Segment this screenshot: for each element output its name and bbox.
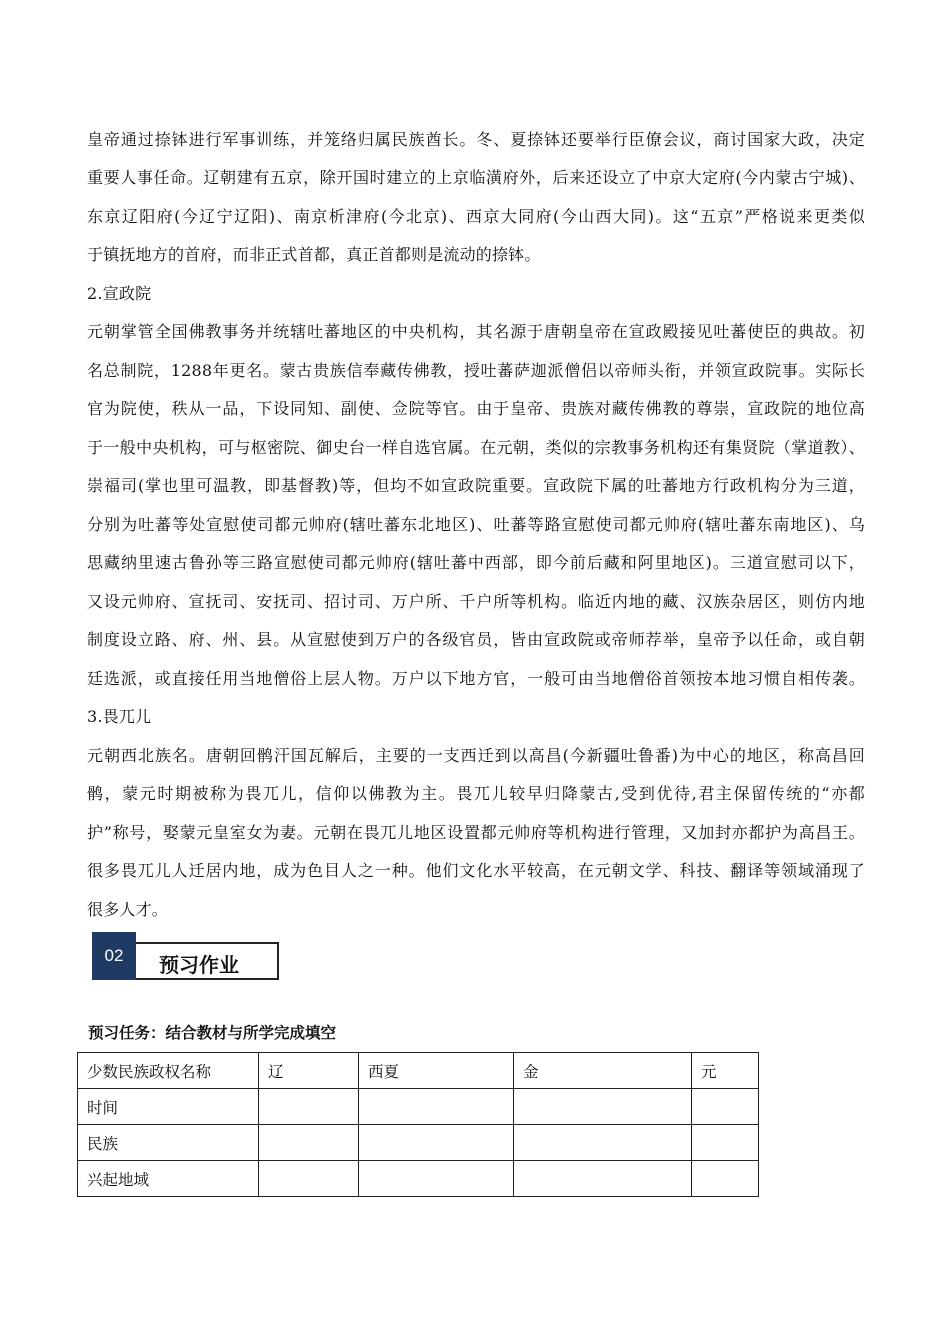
blank-cell[interactable] (359, 1161, 514, 1197)
blank-cell[interactable] (259, 1161, 359, 1197)
blank-cell[interactable] (692, 1089, 759, 1125)
paragraph-line: 护”称号，娶蒙元皇室女为妻。元朝在畏兀儿地区设置都元帅府等机构进行管理，又加封亦都护为高昌王。 (87, 823, 865, 842)
section-heading: 2.宣政院 (87, 284, 152, 303)
blank-cell[interactable] (259, 1125, 359, 1161)
row-label-cell: 时间 (78, 1089, 259, 1125)
blank-cell[interactable] (514, 1089, 692, 1125)
paragraph-line: 制度设立路、府、州、县。从宣慰使到万户的各级官员，皆由宣政院或帝师荐举，皇帝予以任命，或自朝 (87, 630, 865, 649)
blank-cell[interactable] (514, 1125, 692, 1161)
paragraph-line: 崇福司(掌也里可温教，即基督教)等，但均不如宣政院重要。宣政院下属的吐蕃地方行政机构分为三道， (87, 476, 865, 495)
paragraph-line: 重要人事任命。辽朝建有五京，除开国时建立的上京临潢府外，后来还设立了中京大定府(今内蒙古宁城)、 (87, 168, 865, 187)
blank-cell[interactable] (359, 1125, 514, 1161)
paragraph-line: 于镇抚地方的首府，而非正式首都，真正首都则是流动的捺钵。 (87, 245, 541, 264)
row-label-cell: 民族 (78, 1125, 259, 1161)
paragraph-line: 元朝西北族名。唐朝回鹘汗国瓦解后，主要的一支西迁到以高昌(今新疆吐鲁番)为中心的地区，称高昌回 (87, 746, 865, 765)
paragraph-line: 又设元帅府、宣抚司、安抚司、招讨司、万户所、千户所等机构。临近内地的藏、汉族杂居区，则仿内地 (87, 592, 865, 611)
fill-in-table (77, 1052, 759, 1197)
section-badge (92, 932, 282, 984)
paragraph-line: 很多畏兀儿人迁居内地，成为色目人之一种。他们文化水平较高，在元朝文学、科技、翻译等领域涌现了 (87, 861, 865, 880)
blank-cell[interactable] (692, 1161, 759, 1197)
table-header-cell: 辽 (259, 1053, 359, 1089)
paragraph-line: 名总制院，1288年更名。蒙古贵族信奉藏传佛教，授吐蕃萨迦派僧侣以帝师头衔，并领宣政院事。实际长 (87, 361, 865, 380)
blank-cell[interactable] (359, 1089, 514, 1125)
table-header-cell: 西夏 (359, 1053, 514, 1089)
table-row (78, 1125, 759, 1161)
paragraph-line: 东京辽阳府(今辽宁辽阳)、南京析津府(今北京)、西京大同府(今山西大同)。这“五京”严格说来更类似 (87, 207, 865, 226)
table-header-cell: 元 (692, 1053, 759, 1089)
section-heading: 3.畏兀儿 (87, 707, 152, 726)
table-header-row (78, 1053, 759, 1089)
section-number: 02 (92, 932, 136, 980)
paragraph-line: 廷选派，或直接任用当地僧俗上层人物。万户以下地方官，一般可由当地僧俗首领按本地习惯自相传袭。 (87, 669, 865, 688)
table-row (78, 1089, 759, 1125)
blank-cell[interactable] (259, 1089, 359, 1125)
paragraph-line: 分别为吐蕃等处宣慰使司都元帅府(辖吐蕃东北地区)、吐蕃等路宣慰使司都元帅府(辖吐蕃东南地区)、乌 (87, 515, 865, 534)
table-row (78, 1161, 759, 1197)
paragraph-line: 官为院使，秩从一品，下设同知、副使、佥院等官。由于皇帝、贵族对藏传佛教的尊崇，宣政院的地位高 (87, 399, 865, 418)
table-header-cell: 金 (514, 1053, 692, 1089)
row-label-cell: 兴起地域 (78, 1161, 259, 1197)
section-title: 预习作业 (159, 953, 239, 977)
paragraph-line: 皇帝通过捺钵进行军事训练，并笼络归属民族酋长。冬、夏捺钵还要举行臣僚会议，商讨国家大政，决定 (87, 130, 865, 149)
paragraph-line: 元朝掌管全国佛教事务并统辖吐蕃地区的中央机构，其名源于唐朝皇帝在宣政殿接见吐蕃使臣的典故。初 (87, 322, 865, 341)
task-title: 预习任务：结合教材与所学完成填空 (88, 1024, 337, 1042)
paragraph-line: 鹘，蒙元时期被称为畏兀儿，信仰以佛教为主。畏兀儿较早归降蒙古,受到优待,君主保留传统的“亦都 (87, 784, 865, 803)
paragraph-line: 思藏纳里速古鲁孙等三路宣慰使司都元帅府(辖吐蕃中西部，即今前后藏和阿里地区)。三道宣慰司以下， (87, 553, 865, 572)
blank-cell[interactable] (692, 1125, 759, 1161)
paragraph-line: 于一般中央机构，可与枢密院、御史台一样自选官属。在元朝，类似的宗教事务机构还有集贤院（掌道教）、 (87, 438, 865, 457)
blank-cell[interactable] (514, 1161, 692, 1197)
paragraph-line: 很多人才。 (87, 900, 169, 919)
table-header-cell: 少数民族政权名称 (78, 1053, 259, 1089)
